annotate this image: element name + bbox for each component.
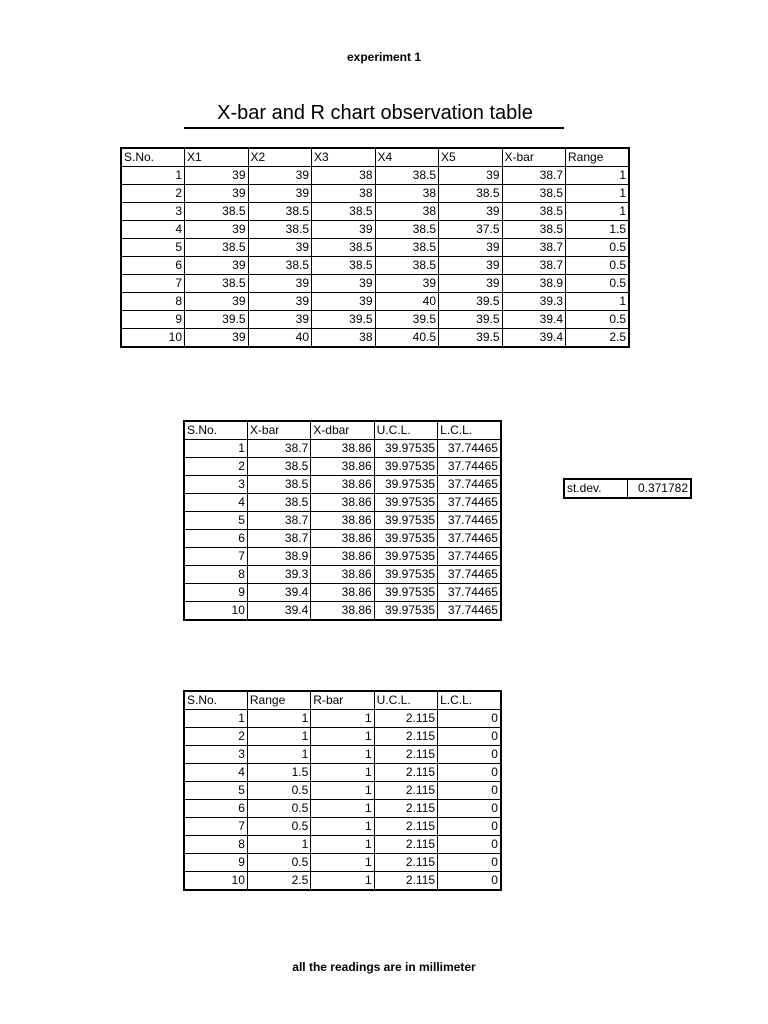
table-cell: 8 [121, 293, 185, 311]
table-cell: 38.86 [311, 512, 374, 530]
column-header: X3 [312, 148, 376, 167]
table-cell: 1 [311, 800, 374, 818]
table-cell: 1 [311, 746, 374, 764]
table-cell: 0.5 [566, 239, 630, 257]
table-cell: 38.5 [185, 203, 249, 221]
table-cell: 7 [184, 548, 247, 566]
table-cell: 0.5 [566, 311, 630, 329]
table-cell: 38.86 [311, 602, 374, 621]
table-cell: 0 [438, 764, 501, 782]
table-cell: 37.74465 [438, 440, 501, 458]
table-cell: 6 [184, 530, 247, 548]
table-cell: 40 [375, 293, 439, 311]
table-cell: 38 [375, 203, 439, 221]
table-cell: 3 [121, 203, 185, 221]
table-cell: 37.74465 [438, 530, 501, 548]
table-cell: 39.97535 [374, 602, 437, 621]
table-cell: 39.97535 [374, 548, 437, 566]
table-cell: 38.5 [375, 257, 439, 275]
table-cell: 38.5 [185, 239, 249, 257]
table-row [184, 476, 501, 494]
table-cell: 37.5 [439, 221, 503, 239]
table-row [184, 872, 501, 891]
column-header: X4 [375, 148, 439, 167]
table-cell: 1 [566, 167, 630, 185]
table-row [184, 854, 501, 872]
column-header: U.C.L. [374, 691, 437, 710]
table-cell: 39.5 [185, 311, 249, 329]
table-cell: 1 [247, 746, 310, 764]
table-cell: 37.74465 [438, 494, 501, 512]
table-cell: 3 [184, 746, 247, 764]
table-cell: 1 [247, 836, 310, 854]
table-cell: 38.86 [311, 476, 374, 494]
table-cell: 38.86 [311, 584, 374, 602]
table-cell: 0.5 [566, 275, 630, 293]
table-cell: 2.115 [374, 710, 437, 728]
table-header-row [184, 691, 501, 710]
table-cell: 38.5 [247, 476, 310, 494]
table-cell: 37.74465 [438, 548, 501, 566]
table-cell: 38.86 [311, 548, 374, 566]
table-cell: 39.5 [439, 293, 503, 311]
stdev-box [563, 478, 692, 499]
table-row [121, 257, 629, 275]
column-header: X-bar [247, 421, 310, 440]
table-cell: 39.97535 [374, 584, 437, 602]
table-cell: 38.7 [247, 530, 310, 548]
table-cell: 6 [184, 800, 247, 818]
table-row [121, 203, 629, 221]
table-cell: 38.9 [247, 548, 310, 566]
table-cell: 38.7 [247, 440, 310, 458]
table-cell: 39 [185, 185, 249, 203]
table-cell: 2.115 [374, 782, 437, 800]
table-cell: 39 [185, 221, 249, 239]
table-cell: 37.74465 [438, 566, 501, 584]
table-cell: 38.86 [311, 458, 374, 476]
table-cell: 39.5 [439, 329, 503, 348]
table-cell: 1 [311, 872, 374, 891]
column-header: U.C.L. [374, 421, 437, 440]
table-cell: 39.4 [247, 602, 310, 621]
table-cell: 39 [439, 239, 503, 257]
table-cell: 39 [248, 239, 312, 257]
table-cell: 39 [248, 185, 312, 203]
table-cell: 39 [312, 293, 376, 311]
table-header-row [121, 148, 629, 167]
table-row [184, 530, 501, 548]
column-header: L.C.L. [438, 421, 501, 440]
table-cell: 39 [439, 167, 503, 185]
table-cell: 0.5 [247, 782, 310, 800]
table-cell: 2 [184, 458, 247, 476]
table-cell: 40.5 [375, 329, 439, 348]
table-cell: 40 [248, 329, 312, 348]
table-cell: 2.115 [374, 728, 437, 746]
table-cell: 0 [438, 800, 501, 818]
table-row [184, 440, 501, 458]
table-cell: 1 [566, 203, 630, 221]
table-cell: 0 [438, 818, 501, 836]
stdev-value: 0.371782 [628, 479, 692, 498]
column-header: Range [247, 691, 310, 710]
table-cell: 7 [184, 818, 247, 836]
table-cell: 39.5 [375, 311, 439, 329]
table-cell: 38 [375, 185, 439, 203]
table-cell: 39.97535 [374, 494, 437, 512]
table-cell: 38.5 [502, 221, 566, 239]
table-cell: 9 [184, 584, 247, 602]
table-header-row [184, 421, 501, 440]
table-cell: 39 [185, 329, 249, 348]
table-cell: 38 [312, 185, 376, 203]
table-cell: 39 [248, 311, 312, 329]
table-cell: 2.115 [374, 818, 437, 836]
table-cell: 38.86 [311, 530, 374, 548]
table-cell: 39.5 [439, 311, 503, 329]
table-cell: 38.5 [439, 185, 503, 203]
column-header: Range [566, 148, 630, 167]
table-cell: 2.5 [566, 329, 630, 348]
table-row [184, 548, 501, 566]
table-cell: 2 [184, 728, 247, 746]
table-cell: 2.115 [374, 746, 437, 764]
stdev-label: st.dev. [564, 479, 628, 498]
table-row [184, 584, 501, 602]
table-cell: 38.5 [312, 203, 376, 221]
column-header: S.No. [184, 421, 247, 440]
table-cell: 38.5 [248, 203, 312, 221]
table-cell: 38 [312, 167, 376, 185]
table-cell: 1 [566, 185, 630, 203]
table-cell: 2.115 [374, 764, 437, 782]
table-cell: 38.5 [375, 239, 439, 257]
table-cell: 2.115 [374, 836, 437, 854]
column-header: X1 [185, 148, 249, 167]
table-cell: 38.7 [502, 257, 566, 275]
table-cell: 9 [121, 311, 185, 329]
observation-table [120, 147, 630, 348]
table-cell: 1 [311, 854, 374, 872]
table-cell: 39.97535 [374, 512, 437, 530]
table-cell: 0 [438, 746, 501, 764]
table-cell: 0 [438, 836, 501, 854]
table-cell: 1 [311, 764, 374, 782]
table-cell: 39 [439, 275, 503, 293]
table-cell: 0.5 [247, 854, 310, 872]
table-cell: 38.86 [311, 566, 374, 584]
table-row [184, 602, 501, 621]
table-cell: 38.5 [502, 185, 566, 203]
table-cell: 39 [439, 203, 503, 221]
title-underline [184, 127, 564, 129]
table-cell: 38.86 [311, 494, 374, 512]
table-cell: 6 [121, 257, 185, 275]
column-header: S.No. [184, 691, 247, 710]
table-cell: 39 [312, 275, 376, 293]
table-cell: 39.3 [502, 293, 566, 311]
table-row [184, 782, 501, 800]
table-cell: 2.115 [374, 872, 437, 891]
table-cell: 1 [311, 818, 374, 836]
table-row [121, 167, 629, 185]
table-cell: 37.74465 [438, 584, 501, 602]
table-cell: 39 [185, 293, 249, 311]
table-cell: 0 [438, 782, 501, 800]
table-cell: 1 [311, 710, 374, 728]
table-row [184, 566, 501, 584]
table-cell: 10 [184, 602, 247, 621]
table-cell: 7 [121, 275, 185, 293]
table-cell: 5 [184, 782, 247, 800]
table-cell: 0 [438, 728, 501, 746]
table-cell: 39.4 [247, 584, 310, 602]
table-row [184, 458, 501, 476]
table-cell: 39.97535 [374, 440, 437, 458]
table-cell: 5 [121, 239, 185, 257]
table-cell: 1 [311, 836, 374, 854]
table-cell: 2.5 [247, 872, 310, 891]
table-cell: 4 [184, 764, 247, 782]
table-cell: 39 [248, 275, 312, 293]
table-cell: 39 [185, 167, 249, 185]
table-cell: 39 [312, 221, 376, 239]
units-note: all the readings are in millimeter [292, 960, 476, 974]
table-cell: 2.115 [374, 800, 437, 818]
table-cell: 38.7 [502, 167, 566, 185]
table-row [184, 494, 501, 512]
table-cell: 39.4 [502, 329, 566, 348]
table-cell: 37.74465 [438, 476, 501, 494]
table-row [184, 710, 501, 728]
table-cell: 38.7 [502, 239, 566, 257]
range-control-table [183, 690, 502, 891]
table-cell: 38.5 [248, 257, 312, 275]
table-cell: 0.5 [247, 818, 310, 836]
table-cell: 1 [566, 293, 630, 311]
table-cell: 39 [248, 293, 312, 311]
table-cell: 1 [184, 440, 247, 458]
table-cell: 10 [121, 329, 185, 348]
table-cell: 39 [375, 275, 439, 293]
table-cell: 39.4 [502, 311, 566, 329]
column-header: X-bar [502, 148, 566, 167]
table-cell: 38 [312, 329, 376, 348]
table-cell: 4 [121, 221, 185, 239]
table-cell: 38.5 [247, 458, 310, 476]
table-cell: 39.97535 [374, 530, 437, 548]
table-cell: 4 [184, 494, 247, 512]
page-title: X-bar and R chart observation table [217, 102, 533, 124]
table-cell: 38.5 [247, 494, 310, 512]
table-cell: 1.5 [566, 221, 630, 239]
experiment-caption: experiment 1 [346, 50, 422, 64]
table-cell: 37.74465 [438, 458, 501, 476]
table-cell: 38.5 [375, 167, 439, 185]
table-cell: 8 [184, 566, 247, 584]
column-header: S.No. [121, 148, 185, 167]
table-cell: 1 [247, 710, 310, 728]
table-cell: 5 [184, 512, 247, 530]
table-cell: 38.7 [247, 512, 310, 530]
table-cell: 3 [184, 476, 247, 494]
table-cell: 1.5 [247, 764, 310, 782]
table-cell: 1 [311, 782, 374, 800]
table-cell: 9 [184, 854, 247, 872]
table-cell: 38.5 [312, 257, 376, 275]
column-header: R-bar [311, 691, 374, 710]
table-row [121, 221, 629, 239]
column-header: X2 [248, 148, 312, 167]
table-cell: 10 [184, 872, 247, 891]
table-cell: 39 [185, 257, 249, 275]
table-cell: 0.5 [247, 800, 310, 818]
table-row [184, 728, 501, 746]
table-row [184, 818, 501, 836]
table-cell: 0 [438, 710, 501, 728]
table-row [184, 800, 501, 818]
table-row [121, 275, 629, 293]
table-row [184, 512, 501, 530]
table-cell: 39.97535 [374, 476, 437, 494]
table-cell: 39.97535 [374, 566, 437, 584]
table-row [184, 764, 501, 782]
table-row [121, 329, 629, 348]
column-header: X-dbar [311, 421, 374, 440]
table-row [121, 239, 629, 257]
table-cell: 2.115 [374, 854, 437, 872]
table-cell: 39 [439, 257, 503, 275]
table-cell: 38.86 [311, 440, 374, 458]
table-cell: 38.9 [502, 275, 566, 293]
table-cell: 8 [184, 836, 247, 854]
table-cell: 39 [248, 167, 312, 185]
table-cell: 39.97535 [374, 458, 437, 476]
table-row [121, 293, 629, 311]
column-header: X5 [439, 148, 503, 167]
table-cell: 39.5 [312, 311, 376, 329]
table-cell: 38.5 [502, 203, 566, 221]
table-cell: 1 [311, 728, 374, 746]
table-cell: 0 [438, 854, 501, 872]
table-cell: 1 [121, 167, 185, 185]
table-cell: 0.5 [566, 257, 630, 275]
table-row [121, 311, 629, 329]
table-cell: 0 [438, 872, 501, 891]
table-cell: 38.5 [185, 275, 249, 293]
table-row [184, 746, 501, 764]
table-cell: 1 [247, 728, 310, 746]
table-cell: 37.74465 [438, 512, 501, 530]
table-cell: 38.5 [375, 221, 439, 239]
table-cell: 37.74465 [438, 602, 501, 621]
table-row [121, 185, 629, 203]
table-cell: 1 [184, 710, 247, 728]
table-cell: 39.3 [247, 566, 310, 584]
table-row [184, 836, 501, 854]
table-cell: 38.5 [312, 239, 376, 257]
column-header: L.C.L. [438, 691, 501, 710]
xbar-control-table [183, 420, 502, 621]
table-cell: 38.5 [248, 221, 312, 239]
table-cell: 2 [121, 185, 185, 203]
